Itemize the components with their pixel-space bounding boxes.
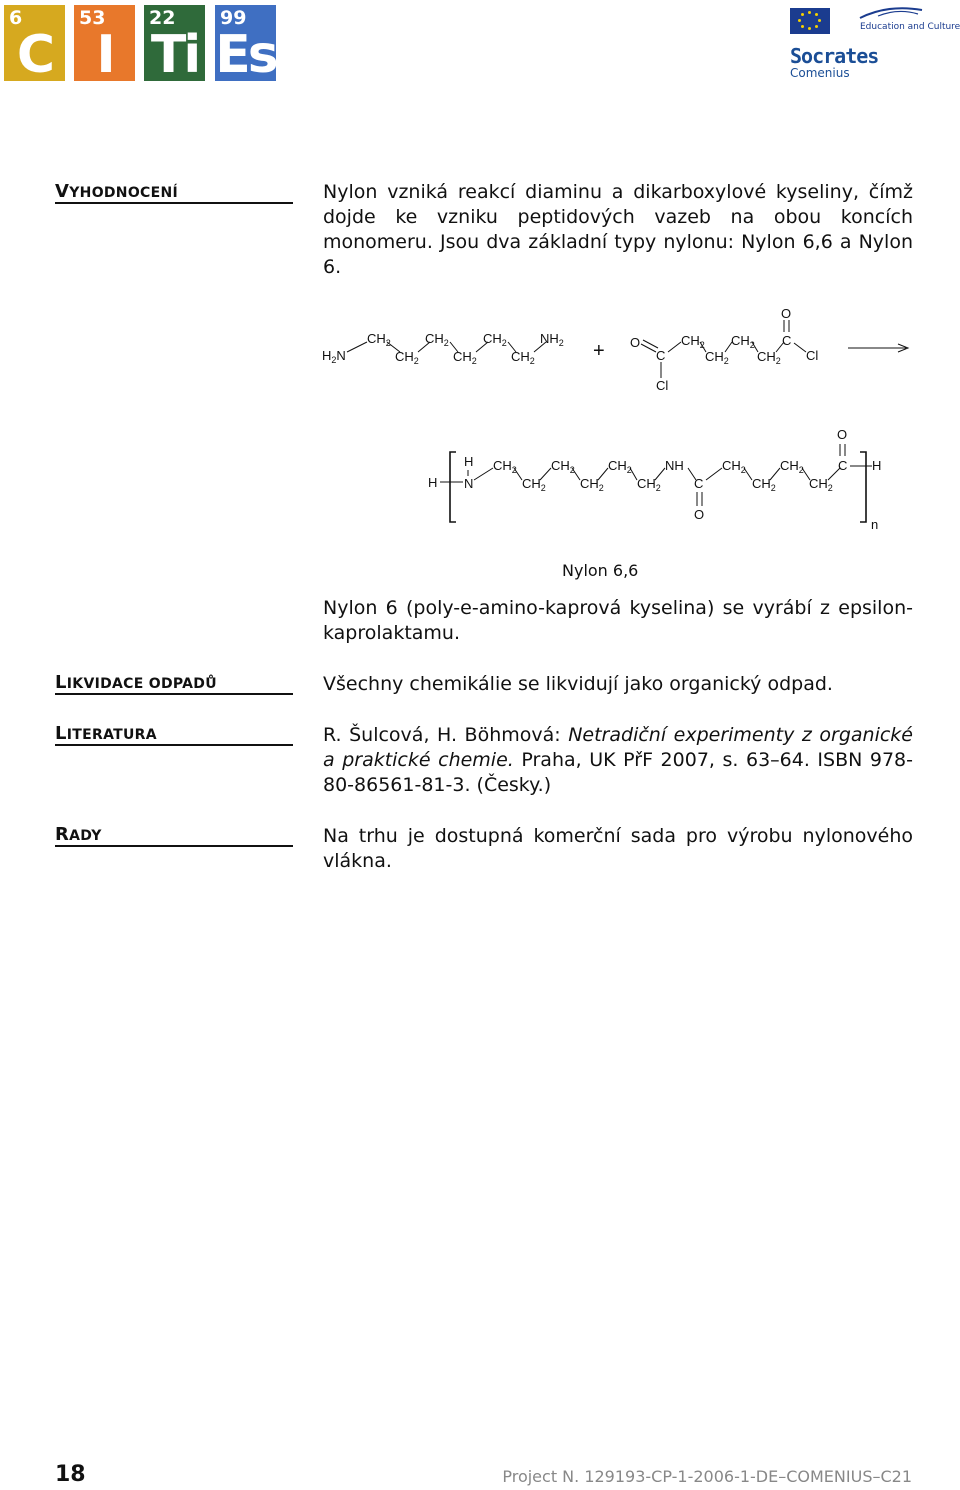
- svg-text:O: O: [694, 507, 705, 522]
- svg-text:NH: NH: [665, 458, 684, 473]
- svg-text:CH2: $CH_2$: [551, 458, 575, 475]
- logo-tile-symbol: Ti: [150, 25, 199, 81]
- education-swoosh-icon: [858, 4, 924, 22]
- project-footer: Project N. 129193-CP-1-2006-1-DE–COMENIUS–C21: [502, 1467, 912, 1486]
- nylon-reaction-diagram: [300, 300, 920, 540]
- svg-text:CH2: $CH_2$: [453, 349, 477, 366]
- svg-text:Cl: Cl: [806, 348, 819, 363]
- vyhodnoceni-text: Nylon vzniká reakcí diaminu a dikarboxylové kyseliny, čímž dojde ke vzniku peptidových vazeb na obou koncích monomeru. Jsou dva základní typy nylonu: Nylon 6,6 a Nylon 6.: [323, 181, 913, 278]
- svg-text:CH2: $CH_2$: [483, 331, 507, 348]
- svg-text:CH2: $CH_2$: [681, 333, 705, 350]
- literatura-text: [323, 723, 913, 798]
- heading-first-letter: L: [55, 723, 67, 744]
- logo-tile-number: 99: [220, 7, 247, 29]
- logo-tile-es: [215, 5, 276, 81]
- svg-text:CH2: $CH_2$: [809, 476, 833, 493]
- heading-vyhodnoceni: [55, 183, 293, 204]
- page-number: 18: [55, 1462, 86, 1487]
- svg-text:CH2: $CH_2$: [608, 458, 632, 475]
- heading-rest: IKVIDACE ODPADŮ: [66, 676, 217, 692]
- svg-text:N: N: [464, 476, 474, 491]
- svg-text:CH2: $CH_2$: [780, 458, 804, 475]
- logo-tile-i: [74, 5, 135, 81]
- svg-text:CH2: $CH_2$: [425, 331, 449, 348]
- svg-text:NH2: $NH_2$: [540, 331, 564, 348]
- heading-rest: YHODNOCENÍ: [69, 185, 178, 201]
- svg-text:CH2: $CH_2$: [493, 458, 517, 475]
- diagram-caption: Nylon 6,6: [562, 561, 639, 580]
- svg-text:CH2: $CH_2$: [511, 349, 535, 366]
- nylon6-text: Nylon 6 (poly-e-amino-kaprová kyselina) se vyrábí z epsilon-kaprolaktamu.: [323, 597, 913, 644]
- heading-rest: ADY: [69, 828, 102, 844]
- heading-rady: [55, 826, 293, 847]
- heading-likvidace: [55, 674, 293, 695]
- likvidace-text: Všechny chemikálie se likvidují jako organický odpad.: [323, 673, 833, 695]
- svg-text:C: C: [694, 476, 704, 491]
- svg-text:CH2: $CH_2$: [705, 349, 729, 366]
- logo-tile-symbol: I: [96, 25, 113, 81]
- svg-text:CH2: $CH_2$: [395, 349, 419, 366]
- svg-text:CH2: $CH_2$: [752, 476, 776, 493]
- heading-first-letter: V: [55, 181, 70, 202]
- svg-text:H: H: [428, 475, 438, 490]
- svg-text:O: O: [781, 306, 792, 321]
- svg-text:C: C: [838, 458, 848, 473]
- svg-text:O: O: [630, 335, 641, 350]
- svg-text:CH2: $CH_2$: [522, 476, 546, 493]
- svg-text:n: n: [871, 517, 879, 532]
- svg-text:CH2: $CH_2$: [757, 349, 781, 366]
- logo-tile-number: 22: [149, 7, 176, 29]
- svg-text:CH2: $CH_2$: [367, 331, 391, 348]
- svg-text:CH2: $CH_2$: [722, 458, 746, 475]
- comenius-label: Comenius: [790, 66, 850, 80]
- logo-tile-c: [4, 5, 65, 81]
- logo-tile-symbol: C: [16, 25, 53, 81]
- svg-text:O: O: [837, 427, 848, 442]
- svg-text:H: H: [872, 458, 882, 473]
- logo-tile-symbol: Es: [215, 25, 276, 81]
- heading-literatura: [55, 725, 293, 746]
- svg-text:C: C: [782, 333, 792, 348]
- logo-tile-ti: [144, 5, 205, 81]
- education-culture-label: Education and Culture: [860, 22, 960, 32]
- socrates-logo: Socrates: [790, 44, 879, 68]
- chem-h2n-label: $H_2N$: [322, 348, 346, 365]
- heading-rest: ITERATURA: [66, 727, 157, 743]
- literatura-title: Netradiční experimenty z organické a praktické chemie.: [323, 724, 914, 771]
- heading-first-letter: R: [55, 824, 70, 845]
- heading-first-letter: L: [55, 672, 67, 693]
- svg-text:C: C: [656, 348, 666, 363]
- svg-text:CH2: $CH_2$: [580, 476, 604, 493]
- logo-tile-number: 53: [79, 7, 106, 29]
- eu-flag-icon: [790, 8, 830, 34]
- svg-text:H: H: [464, 454, 474, 469]
- svg-text:Cl: Cl: [656, 378, 669, 393]
- logo-tile-number: 6: [9, 7, 23, 29]
- literatura-authors: R. Šulcová, H. Böhmová:: [323, 724, 569, 746]
- rady-text: Na trhu je dostupná komerční sada pro výrobu nylonového vlákna.: [323, 825, 913, 872]
- literatura-publisher: Praha, UK PřF 2007, s. 63–64. ISBN 978-80-86561-81-3. (Česky.): [323, 749, 913, 796]
- svg-text:CH2: $CH_2$: [731, 333, 755, 350]
- svg-text:+: +: [593, 340, 605, 362]
- svg-text:CH2: $CH_2$: [637, 476, 661, 493]
